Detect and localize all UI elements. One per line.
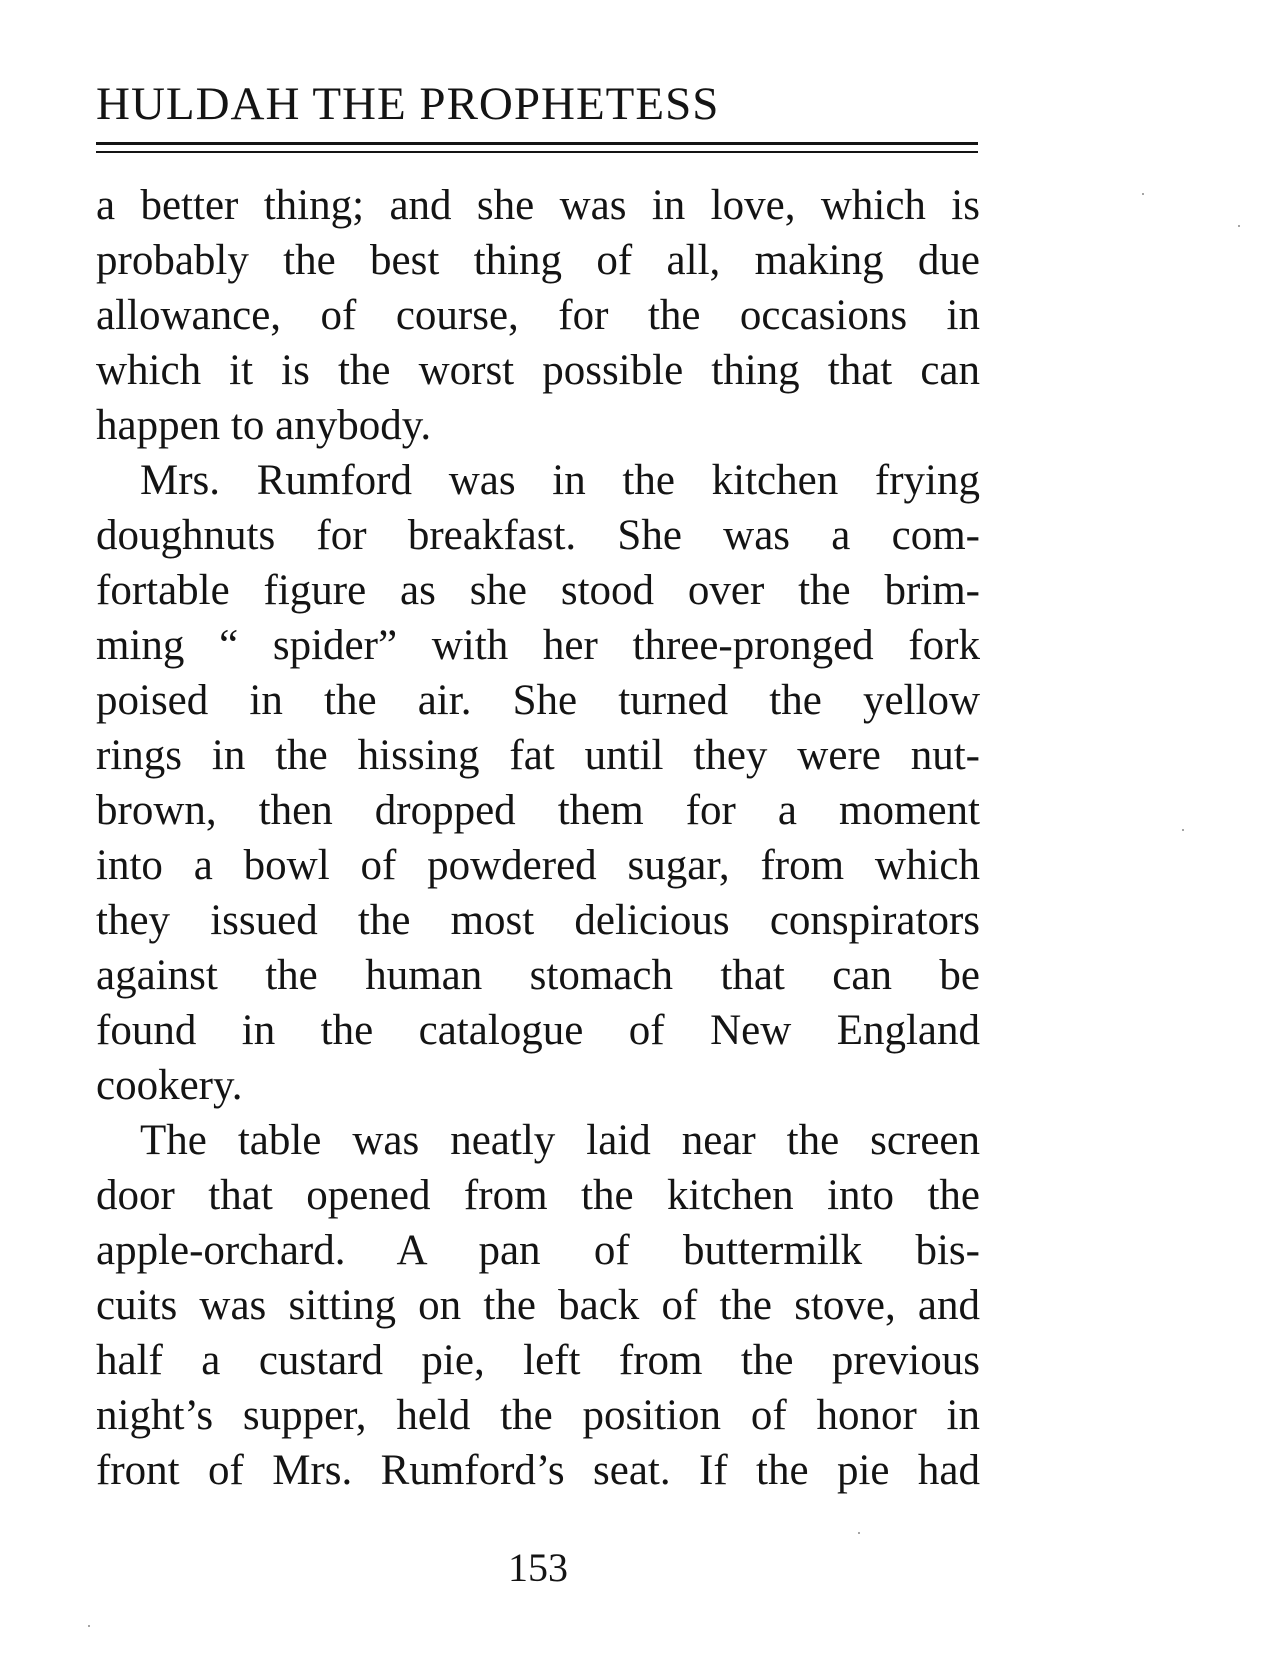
text-line: they issued the most delicious conspirators (96, 897, 980, 944)
scan-speck (1238, 225, 1240, 227)
text-line: ming “ spider” with her three-pronged fork (96, 622, 980, 669)
text-line: which it is the worst possible thing that can (96, 347, 980, 394)
scan-speck (1182, 829, 1184, 831)
paragraph-start-line: The table was neatly laid near the screen (140, 1117, 980, 1164)
body-text (96, 178, 980, 1498)
header-rule-thin (96, 151, 978, 153)
text-line: door that opened from the kitchen into the (96, 1172, 980, 1219)
text-line: cookery. (96, 1062, 243, 1109)
paragraph-start-line: Mrs. Rumford was in the kitchen frying (140, 457, 980, 504)
scan-speck (858, 1532, 860, 1534)
text-line: found in the catalogue of New England (96, 1007, 980, 1054)
text-line: a better thing; and she was in love, which is (96, 182, 980, 229)
page-number: 153 (508, 1545, 568, 1590)
text-line: allowance, of course, for the occasions in (96, 292, 980, 339)
running-head-title: HULDAH THE PROPHETESS (96, 78, 720, 130)
text-line: front of Mrs. Rumford’s seat. If the pie had (96, 1447, 980, 1494)
text-line: cuits was sitting on the back of the stove, and (96, 1282, 980, 1329)
text-line: against the human stomach that can be (96, 952, 980, 999)
text-line: happen to anybody. (96, 402, 432, 449)
text-line: doughnuts for breakfast. She was a com- (96, 512, 980, 559)
scan-speck (88, 1625, 90, 1627)
text-line: apple-orchard. A pan of buttermilk bis- (96, 1227, 980, 1274)
text-line: night’s supper, held the position of honor in (96, 1392, 980, 1439)
text-line: rings in the hissing fat until they were nut- (96, 732, 980, 779)
text-line: poised in the air. She turned the yellow (96, 677, 980, 724)
text-line: brown, then dropped them for a moment (96, 787, 980, 834)
text-line: half a custard pie, left from the previous (96, 1337, 980, 1384)
header-rule-thick (96, 142, 978, 145)
text-line: fortable figure as she stood over the brim- (96, 567, 980, 614)
text-line: probably the best thing of all, making due (96, 237, 980, 284)
scan-speck (1142, 193, 1144, 195)
text-line: into a bowl of powdered sugar, from which (96, 842, 980, 889)
